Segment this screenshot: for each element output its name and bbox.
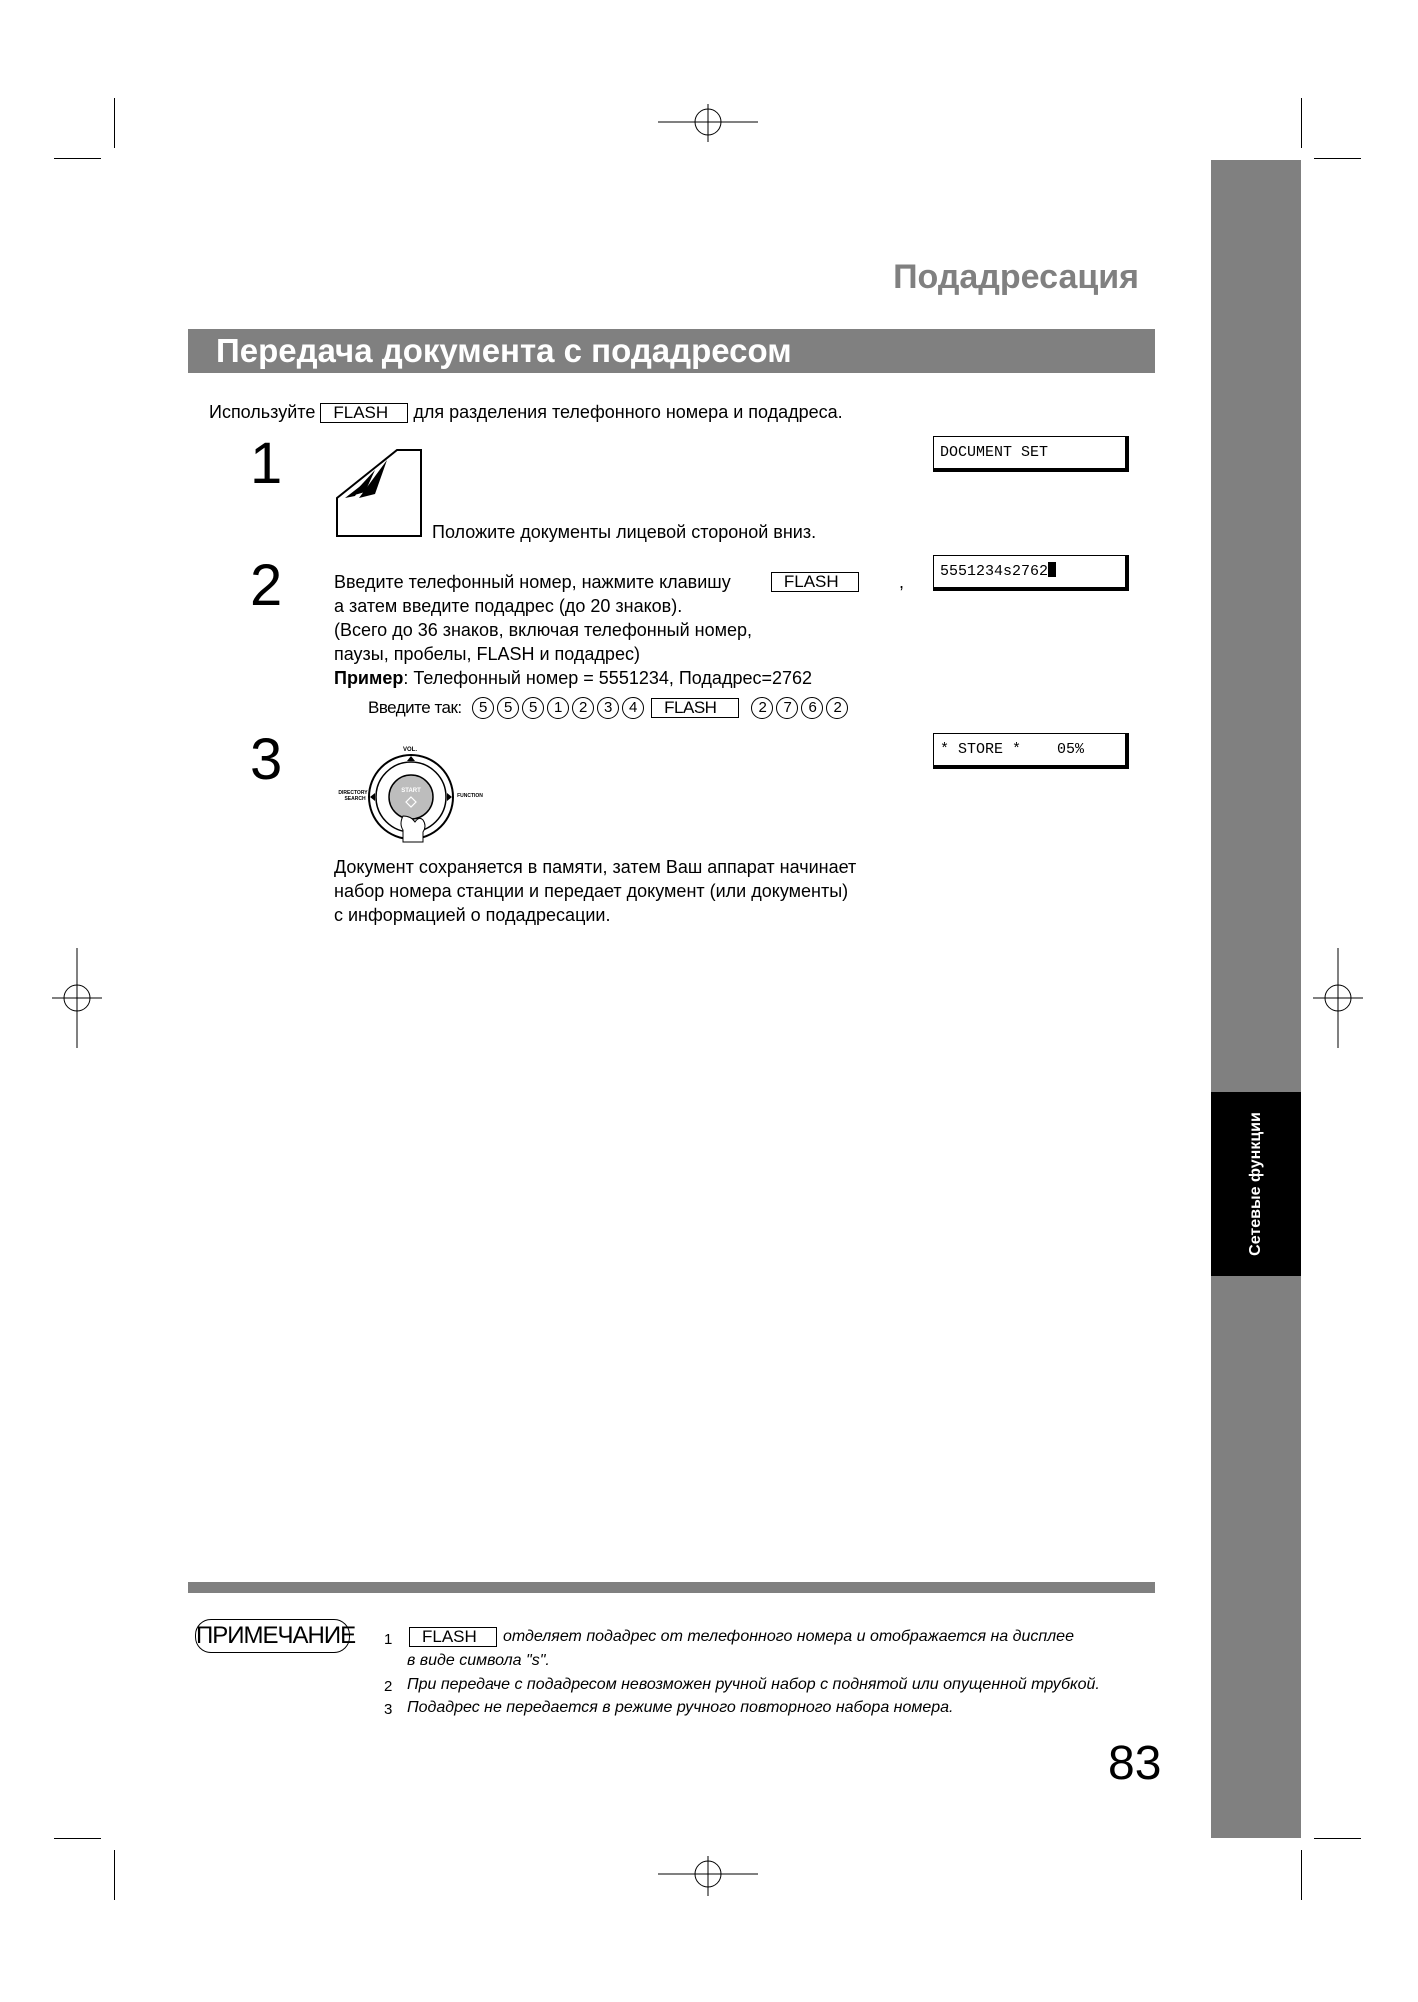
note-1 [409,1627,1074,1647]
flash-key: FLASH [771,572,859,592]
step-1-text: Положите документы лицевой стороной вниз. [432,522,817,542]
note-label: ПРИМЕЧАНИЕ [195,1619,350,1653]
page-number: 83 [1108,1737,1162,1790]
step-2-number: 2 [250,553,283,618]
digit-key-6: 6 [801,697,823,719]
flash-key: FLASH [651,698,739,718]
start-button-icon [333,742,493,844]
function-label: FUNCTION [457,793,483,799]
digit-key-1: 1 [547,697,569,719]
lcd-display-2 [933,555,1129,591]
step-2-line4: паузы, пробелы, FLASH и подадрес) [334,644,640,664]
step-2-line2: а затем введите подадрес (до 20 знаков). [334,596,683,616]
example-text: : Телефонный номер = 5551234, Подадрес=2762 [403,668,813,688]
flash-key: FLASH [320,403,408,423]
note-3-number: 3 [384,1701,393,1718]
sidebar-strip [1211,160,1301,1838]
page-title-bar [188,329,1155,373]
note-2-text: При передаче с подадресом невозможен ручной набор с поднятой или опущенной трубкой. [407,1676,1100,1693]
step-2-line3: (Всего до 36 знаков, включая телефонный номер, [334,620,752,640]
document-feed-icon [335,448,425,540]
step-2-example [334,666,904,690]
side-tab-label: Сетевые функции [1247,1112,1264,1256]
step-2-body [334,570,904,690]
digit-key-5: 5 [472,697,494,719]
lcd-display-3: * STORE * 05% [933,733,1129,769]
note-3-text: Подадрес не передается в режиме ручного повторного набора номера. [407,1699,954,1716]
note-1-number: 1 [384,1631,393,1648]
page-title: Передача документа с подадресом [216,332,792,369]
note-divider [188,1582,1155,1593]
digit-key-4: 4 [622,697,644,719]
digit-key-7: 7 [776,697,798,719]
note-1-text-2: в виде символа "s". [407,1652,550,1669]
step-3-text [334,855,922,927]
note-2-number: 2 [384,1678,393,1695]
digit-key-3: 3 [597,697,619,719]
digit-key-5: 5 [497,697,519,719]
intro-after: для разделения телефонного номера и подадреса. [413,402,843,422]
step-1-number: 1 [250,431,283,496]
step-3-line1: Документ сохраняется в памяти, затем Ваш аппарат начинает [334,857,857,877]
digit-key-2: 2 [572,697,594,719]
intro-line [209,402,843,423]
start-label: START [401,788,421,794]
intro-before: Используйте [209,402,316,422]
digit-key-2: 2 [751,697,773,719]
step-3-number: 3 [250,727,283,792]
step-3-line2: набор номера станции и передает документ (или документы) [334,881,849,901]
step-3-line3: с информацией о подадресации. [334,905,611,925]
directory-label-1: DIRECTORY [338,790,368,796]
example-label: Пример [334,668,404,688]
digit-key-2: 2 [826,697,848,719]
enter-sequence [368,697,851,719]
lcd-display-1: DOCUMENT SET [933,436,1129,472]
section-title: Подадресация [893,258,1139,296]
note-1-text: отделяет подадрес от телефонного номера и отображается на дисплее [503,1628,1074,1646]
cursor-block [1048,562,1056,577]
side-tab-network-functions [1211,1092,1301,1276]
enter-label: Введите так: [368,698,462,717]
directory-label-2: SEARCH [344,796,366,802]
vol-label: VOL. [402,747,418,753]
step-2-comma: , [898,572,904,592]
digit-key-5: 5 [522,697,544,719]
lcd-display-2-text: 5551234s2762 [940,563,1049,580]
step-2-line1: Введите телефонный номер, нажмите клавишу [334,572,731,592]
digit-sequence-b [751,697,851,716]
digit-sequence-a [472,697,647,716]
flash-key: FLASH [409,1627,497,1647]
